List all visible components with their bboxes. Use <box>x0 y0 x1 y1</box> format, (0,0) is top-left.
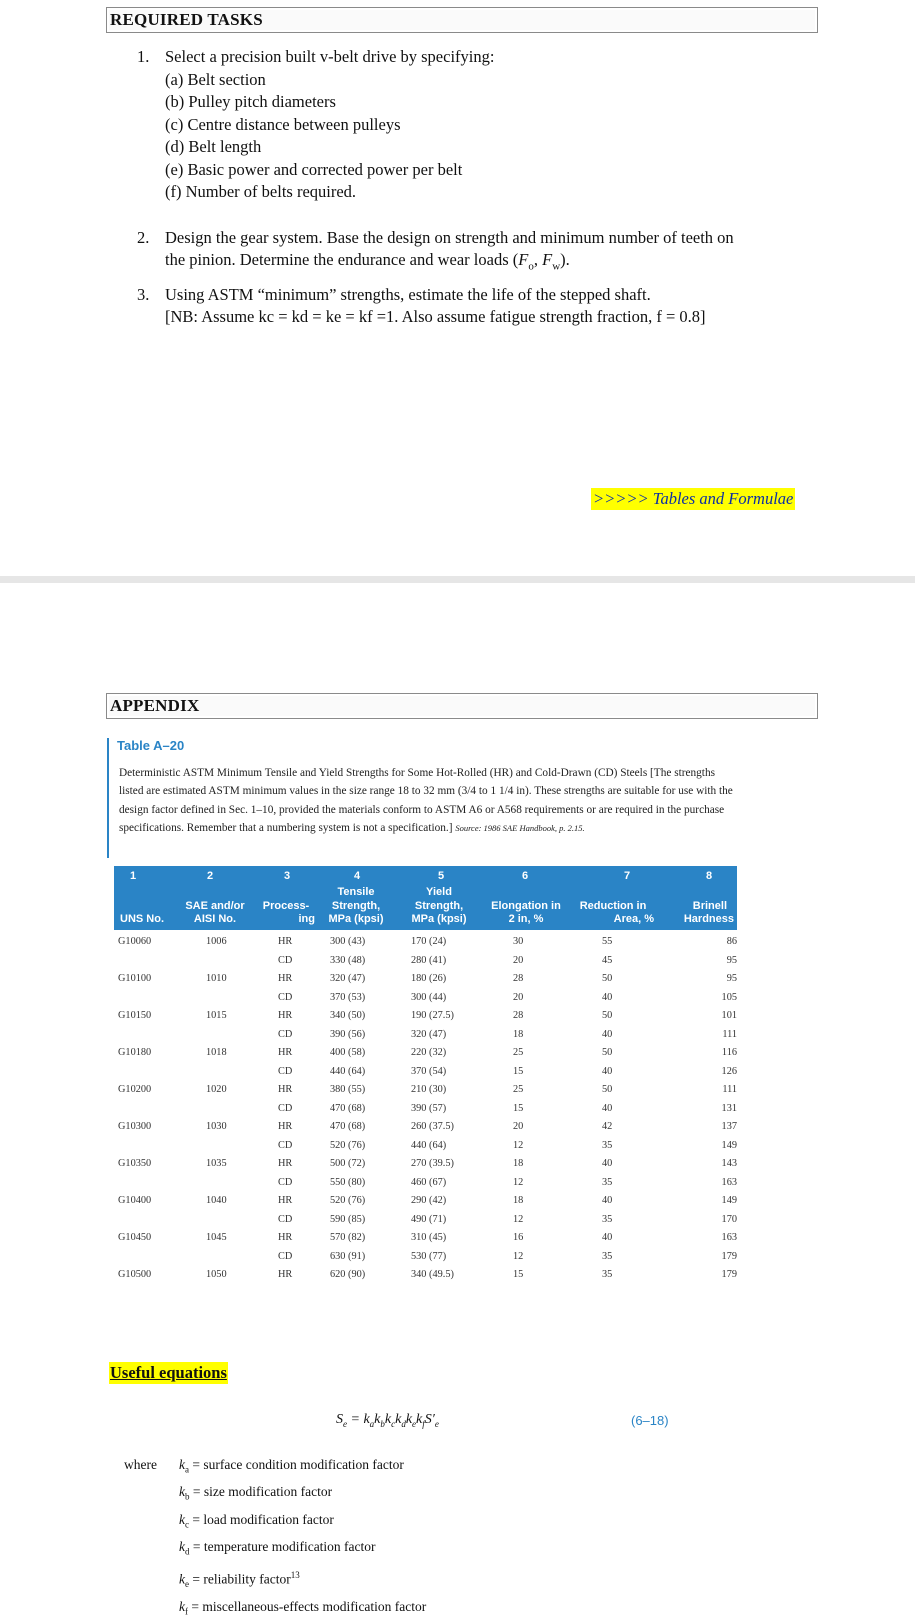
cell-proc: CD <box>278 1139 293 1151</box>
cell-proc: CD <box>278 1102 293 1114</box>
cell-bh: 111 <box>722 1028 737 1040</box>
appendix-heading-box <box>106 693 818 719</box>
task-1-number: 1. <box>137 47 150 66</box>
cell-yld: 180 (26) <box>411 973 447 984</box>
col-bh-a: Brinell <box>692 900 727 912</box>
task-1-intro: Select a precision built v-belt drive by specifying: <box>165 47 495 66</box>
cell-proc: CD <box>278 1250 293 1262</box>
cell-uns: G10180 <box>118 1047 152 1058</box>
col-yld-b: Strength, <box>414 900 464 912</box>
cell-red: 35 <box>602 1139 613 1151</box>
col-tens-b: Strength, <box>331 900 381 912</box>
cell-elong: 20 <box>513 1121 524 1132</box>
task-3-line2: [NB: Assume kc = kd = ke = kf =1. Also assume fatigue strength fraction, f = 0.8] <box>165 307 706 326</box>
table-row <box>114 1193 737 1211</box>
cell-sae: 1015 <box>206 1010 227 1021</box>
cell-yld: 190 (27.5) <box>411 1010 454 1021</box>
cell-bh: 179 <box>721 1269 737 1280</box>
cell-tens: 590 (85) <box>330 1213 366 1225</box>
cell-red: 40 <box>602 1028 613 1040</box>
equation-number: (6–18) <box>631 1413 669 1428</box>
factor-definition: $k_d$ = temperature modification factor <box>179 1539 376 1558</box>
table-row <box>114 1045 737 1063</box>
appendix-heading: APPENDIX <box>110 696 200 715</box>
cell-red: 42 <box>602 1121 613 1132</box>
task-1-item: (a) Belt section <box>165 70 266 89</box>
cell-yld: 460 (67) <box>411 1176 447 1188</box>
cell-tens: 320 (47) <box>330 973 366 984</box>
cell-tens: 330 (48) <box>330 954 366 966</box>
cell-elong: 15 <box>513 1269 524 1280</box>
cell-yld: 310 (45) <box>411 1232 447 1243</box>
cell-bh: 149 <box>721 1195 737 1206</box>
cell-uns: G10100 <box>118 973 152 984</box>
cell-red: 50 <box>602 1047 613 1058</box>
table-row <box>114 1064 737 1082</box>
cell-bh: 95 <box>726 973 737 984</box>
col-num: 7 <box>623 870 631 882</box>
cell-bh: 95 <box>726 954 737 966</box>
col-yld-c: MPa (kpsi) <box>411 913 467 925</box>
cell-bh: 116 <box>721 1047 737 1058</box>
cell-bh: 131 <box>721 1102 737 1114</box>
factor-definition: $k_e$ = reliability factor$^{13}$ <box>179 1569 300 1590</box>
cell-bh: 170 <box>721 1213 737 1225</box>
cell-proc: HR <box>278 1121 293 1132</box>
cell-elong: 18 <box>513 1158 524 1169</box>
cell-elong: 25 <box>513 1084 524 1095</box>
col-elong-b: 2 in, % <box>508 913 544 925</box>
cell-uns: G10450 <box>118 1232 152 1243</box>
table-row <box>114 1008 737 1026</box>
tasks-heading-box <box>106 7 818 33</box>
task-2-line1: Design the gear system. Base the design on strength and minimum number of teeth on <box>165 228 734 247</box>
table-source: Source: 1986 SAE Handbook, p. 2.15. <box>455 823 585 834</box>
cell-sae: 1050 <box>206 1269 227 1280</box>
cell-red: 35 <box>602 1269 613 1280</box>
cell-tens: 500 (72) <box>330 1158 366 1169</box>
col-uns: UNS No. <box>120 913 164 925</box>
col-tens-c: MPa (kpsi) <box>328 913 384 925</box>
cell-sae: 1030 <box>206 1121 227 1132</box>
cell-elong: 28 <box>513 973 524 984</box>
table-header <box>114 866 737 930</box>
task-1-item: (e) Basic power and corrected power per belt <box>165 160 463 179</box>
cell-bh: 143 <box>721 1158 737 1169</box>
cell-red: 40 <box>602 991 613 1003</box>
cell-tens: 470 (68) <box>330 1121 366 1132</box>
cell-yld: 530 (77) <box>411 1250 447 1262</box>
tables-formulae-link[interactable]: >>>>> Tables and Formulae <box>593 489 794 508</box>
col-red-b: Area, % <box>613 913 654 925</box>
cell-proc: CD <box>278 1028 293 1040</box>
col-red-a: Reduction in <box>579 900 647 912</box>
endurance-equation: $S_e = k_ak_bk_ck_dk_ek_fS'_e$ <box>336 1412 439 1429</box>
col-num: 6 <box>521 870 529 882</box>
cell-elong: 20 <box>513 991 524 1003</box>
task-2-number: 2. <box>137 228 150 247</box>
cell-elong: 18 <box>513 1195 524 1206</box>
cell-red: 50 <box>602 1010 613 1021</box>
useful-equations-heading: Useful equations <box>110 1363 227 1382</box>
cell-elong: 20 <box>513 954 524 966</box>
cell-yld: 270 (39.5) <box>411 1158 454 1169</box>
table-row <box>114 1230 737 1248</box>
col-sae-b: AISI No. <box>193 913 237 925</box>
factor-definition: $k_b$ = size modification factor <box>179 1484 333 1503</box>
cell-bh: 126 <box>721 1065 737 1077</box>
cell-yld: 260 (37.5) <box>411 1121 454 1132</box>
cell-elong: 18 <box>513 1028 524 1040</box>
cell-bh: 86 <box>726 936 737 947</box>
cell-yld: 280 (41) <box>411 954 447 966</box>
col-proc-b: ing <box>298 913 315 925</box>
cell-elong: 25 <box>513 1047 524 1058</box>
cell-yld: 490 (71) <box>411 1213 447 1225</box>
cell-yld: 340 (49.5) <box>411 1269 454 1280</box>
cell-proc: HR <box>278 1084 293 1095</box>
cell-tens: 380 (55) <box>330 1084 366 1095</box>
cell-proc: CD <box>278 1176 293 1188</box>
cell-sae: 1020 <box>206 1084 227 1095</box>
cell-red: 35 <box>602 1176 613 1188</box>
cell-uns: G10200 <box>118 1084 152 1095</box>
cell-red: 35 <box>602 1213 613 1225</box>
cell-proc: HR <box>278 1010 293 1021</box>
cell-bh: 137 <box>721 1121 737 1132</box>
cell-bh: 163 <box>721 1232 737 1243</box>
cell-bh: 101 <box>721 1010 737 1021</box>
cell-tens: 400 (58) <box>330 1047 366 1058</box>
cell-sae: 1040 <box>206 1195 227 1206</box>
cell-proc: CD <box>278 1213 293 1225</box>
cell-proc: CD <box>278 1065 293 1077</box>
col-num: 2 <box>206 870 214 882</box>
cell-elong: 30 <box>513 936 524 947</box>
cell-proc: HR <box>278 973 293 984</box>
cell-tens: 620 (90) <box>330 1269 366 1280</box>
col-num: 4 <box>353 870 361 882</box>
cell-proc: HR <box>278 1047 293 1058</box>
cell-tens: 520 (76) <box>330 1139 366 1151</box>
table-row <box>114 1267 737 1285</box>
col-num: 1 <box>129 870 137 882</box>
col-yld-a: Yield <box>426 886 452 898</box>
cell-yld: 220 (32) <box>411 1047 447 1058</box>
cell-tens: 470 (68) <box>330 1102 366 1114</box>
factor-definitions <box>179 1454 426 1623</box>
cell-red: 55 <box>602 936 613 947</box>
cell-tens: 440 (64) <box>330 1065 366 1077</box>
cell-uns: G10500 <box>118 1269 152 1280</box>
cell-elong: 12 <box>513 1139 524 1151</box>
cell-yld: 440 (64) <box>411 1139 447 1151</box>
cell-proc: CD <box>278 954 293 966</box>
cell-elong: 15 <box>513 1102 524 1114</box>
cell-tens: 630 (91) <box>330 1250 366 1262</box>
task-1-item: (d) Belt length <box>165 137 262 156</box>
task-1-item: (b) Pulley pitch diameters <box>165 92 336 111</box>
cell-tens: 340 (50) <box>330 1010 366 1021</box>
col-num: 5 <box>437 870 445 882</box>
table-row <box>114 1119 737 1137</box>
cell-proc: CD <box>278 991 293 1003</box>
page-divider <box>0 576 915 583</box>
cell-tens: 370 (53) <box>330 991 366 1003</box>
cell-bh: 105 <box>721 991 737 1003</box>
cell-sae: 1045 <box>206 1232 227 1243</box>
table-description: Deterministic ASTM Minimum Tensile and Yield Strengths for Some Hot-Rolled (HR) and Cold-Drawn (CD) Steels [The strengths listed are estimated ASTM minimum values in the size range 18 to 32 mm (3/4 to 1 1/4 in). These strengths are suitable for use with the design factor defined in Sec. 1–10, provided the materials conform to ASTM A6 or A568 requirements or are required in the purchase specifications. Remember that a numbering system is not a specification.] Source: 1986 SAE Handbook, p. 2.15. <box>119 767 733 835</box>
col-tens-a: Tensile <box>337 886 375 898</box>
col-elong-a: Elongation in <box>491 900 561 912</box>
cell-red: 40 <box>602 1232 613 1243</box>
cell-bh: 179 <box>721 1250 737 1262</box>
cell-tens: 390 (56) <box>330 1028 366 1040</box>
table-row <box>114 990 737 1008</box>
factor-definition: $k_f$ = miscellaneous-effects modification factor <box>179 1598 427 1617</box>
task-1-item: (f) Number of belts required. <box>165 182 357 201</box>
task-3-number: 3. <box>137 285 150 304</box>
table-row <box>114 1156 737 1174</box>
table-row <box>114 1082 737 1100</box>
col-bh-b: Hardness <box>683 913 734 925</box>
cell-uns: G10300 <box>118 1121 152 1132</box>
cell-elong: 28 <box>513 1010 524 1021</box>
task-3-line1: Using ASTM “minimum” strengths, estimate the life of the stepped shaft. <box>165 285 651 304</box>
cell-elong: 16 <box>513 1232 524 1243</box>
cell-red: 50 <box>602 973 613 984</box>
cell-bh: 149 <box>721 1139 737 1151</box>
cell-red: 45 <box>602 954 613 966</box>
col-proc-a: Process- <box>262 900 310 912</box>
cell-sae: 1018 <box>206 1047 227 1058</box>
cell-tens: 520 (76) <box>330 1195 366 1206</box>
cell-yld: 320 (47) <box>411 1028 447 1040</box>
factor-definition: $k_a$ = surface condition modification factor <box>179 1457 404 1475</box>
table-row <box>114 1249 737 1267</box>
cell-tens: 550 (80) <box>330 1176 366 1188</box>
factor-definition: $k_c$ = load modification factor <box>179 1511 334 1530</box>
cell-proc: HR <box>278 936 293 947</box>
cell-yld: 370 (54) <box>411 1065 447 1077</box>
task-1-item: (c) Centre distance between pulleys <box>165 115 401 134</box>
cell-proc: HR <box>278 1158 293 1169</box>
cell-sae: 1010 <box>206 973 227 984</box>
table-title: Table A–20 <box>117 738 185 753</box>
cell-yld: 210 (30) <box>411 1084 447 1095</box>
col-num: 8 <box>705 870 713 882</box>
table-row <box>114 1101 737 1119</box>
cell-uns: G10350 <box>118 1158 152 1169</box>
cell-proc: HR <box>278 1195 293 1206</box>
cell-tens: 300 (43) <box>330 936 366 947</box>
cell-red: 35 <box>602 1250 613 1262</box>
where-word: where <box>124 1457 157 1472</box>
col-sae-a: SAE and/or <box>185 900 245 912</box>
cell-red: 50 <box>602 1084 613 1095</box>
cell-red: 40 <box>602 1065 613 1077</box>
tasks-heading: REQUIRED TASKS <box>110 10 263 29</box>
cell-proc: HR <box>278 1269 293 1280</box>
cell-yld: 390 (57) <box>411 1102 447 1114</box>
cell-red: 40 <box>602 1102 613 1114</box>
cell-uns: G10400 <box>118 1195 152 1206</box>
cell-red: 40 <box>602 1158 613 1169</box>
table-row <box>114 934 737 952</box>
table-row <box>114 1212 737 1230</box>
cell-tens: 570 (82) <box>330 1232 366 1243</box>
table-row <box>114 1175 737 1193</box>
table-row <box>114 1027 737 1045</box>
cell-elong: 15 <box>513 1065 524 1077</box>
cell-bh: 111 <box>722 1084 737 1095</box>
table-row <box>114 971 737 989</box>
cell-elong: 12 <box>513 1176 524 1188</box>
table-caption-bar <box>107 738 109 858</box>
cell-sae: 1035 <box>206 1158 227 1169</box>
cell-elong: 12 <box>513 1213 524 1225</box>
col-num: 3 <box>283 870 291 882</box>
task-2-line2: the pinion. Determine the endurance and wear loads ($F_o$, $F_w$). <box>165 250 570 273</box>
cell-yld: 170 (24) <box>411 936 447 947</box>
table-row <box>114 953 737 971</box>
cell-sae: 1006 <box>206 936 227 947</box>
table-row <box>114 1138 737 1156</box>
cell-red: 40 <box>602 1195 613 1206</box>
cell-uns: G10150 <box>118 1010 152 1021</box>
cell-bh: 163 <box>721 1176 737 1188</box>
cell-yld: 300 (44) <box>411 991 447 1003</box>
cell-elong: 12 <box>513 1250 524 1262</box>
cell-yld: 290 (42) <box>411 1195 447 1206</box>
cell-proc: HR <box>278 1232 293 1243</box>
cell-uns: G10060 <box>118 936 152 947</box>
